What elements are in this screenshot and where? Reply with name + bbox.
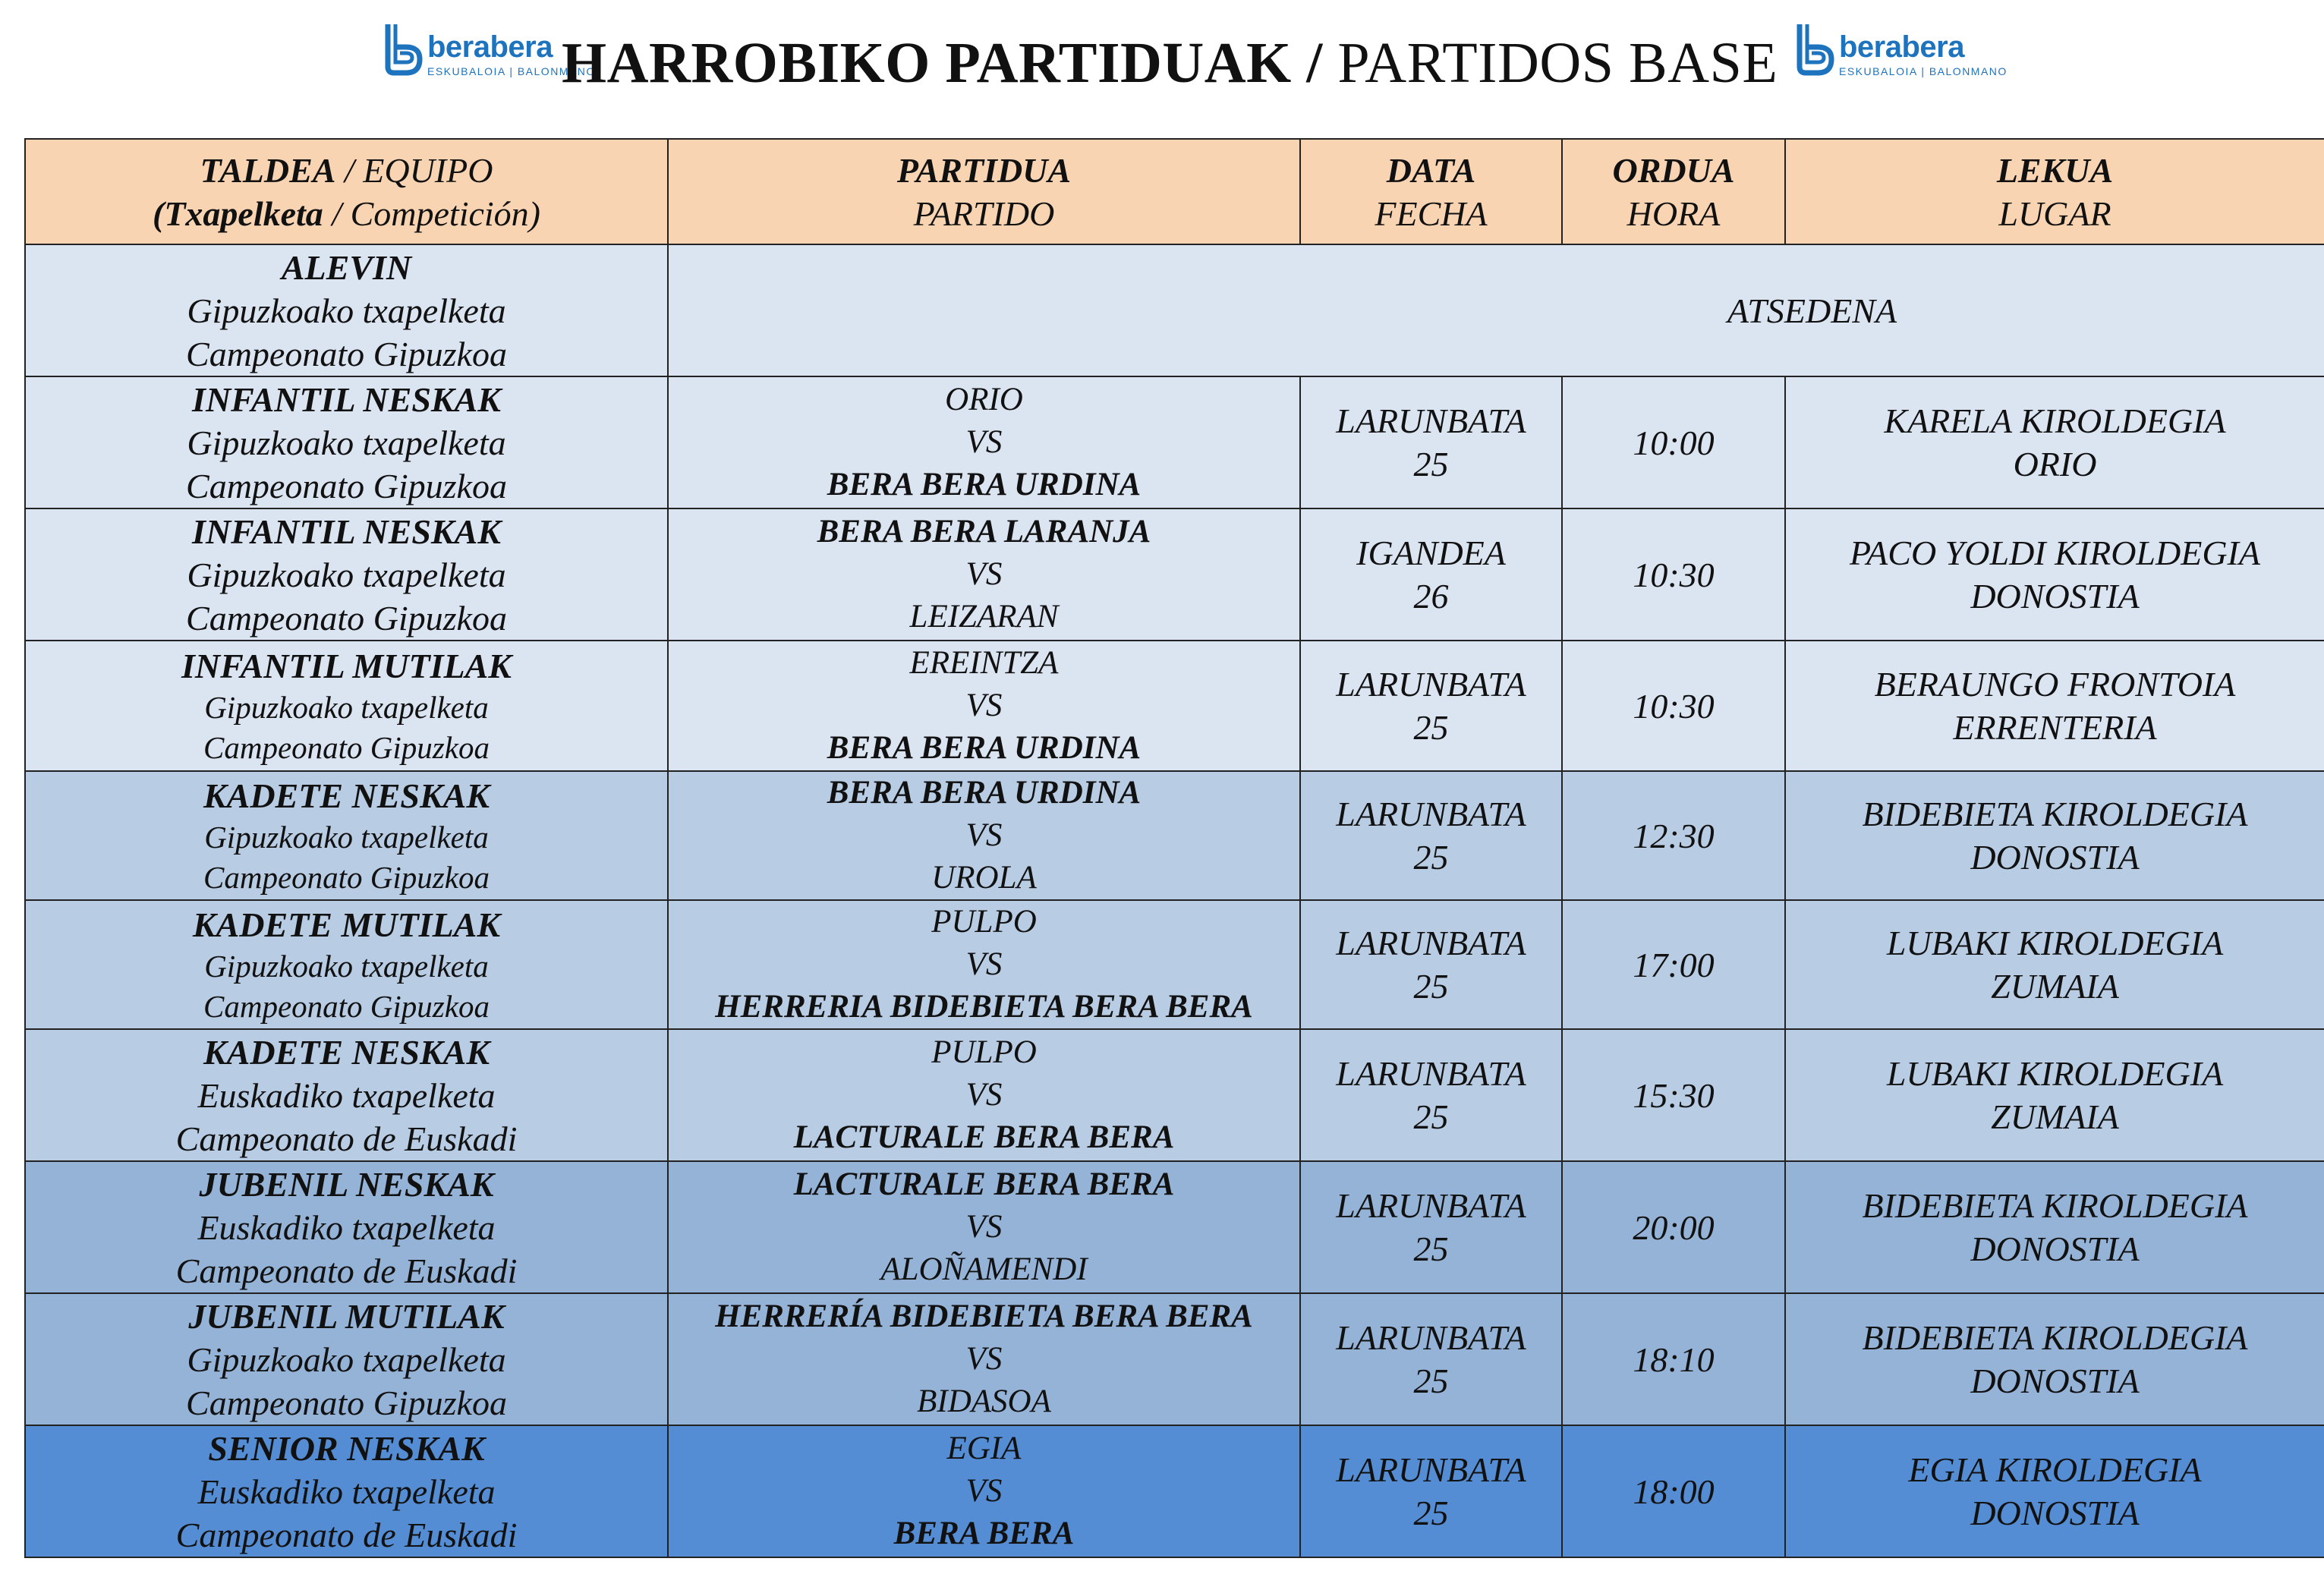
date-cell: IGANDEA 26 xyxy=(1300,508,1562,641)
team-cell: ALEVIN Gipuzkoako txapelketa Campeonato Gipuzkoa xyxy=(25,244,668,376)
match-cell: HERRERÍA BIDEBIETA BERA BERA VS BIDASOA xyxy=(668,1293,1300,1425)
team-cell: KADETE MUTILAK Gipuzkoako txapelketa Campeonato Gipuzkoa xyxy=(25,900,668,1029)
team-cell: KADETE NESKAK Euskadiko txapelketa Campeonato de Euskadi xyxy=(25,1029,668,1161)
table-row xyxy=(25,1425,2324,1557)
time-cell: 10:00 xyxy=(1562,376,1785,508)
date-cell: LARUNBATA 25 xyxy=(1300,771,1562,900)
date-cell: LARUNBATA 25 xyxy=(1300,1029,1562,1161)
team-cell: JUBENIL MUTILAK Gipuzkoako txapelketa Campeonato Gipuzkoa xyxy=(25,1293,668,1425)
team-cell: INFANTIL NESKAK Gipuzkoako txapelketa Campeonato Gipuzkoa xyxy=(25,376,668,508)
column-header-team: TALDEA / EQUIPO (Txapelketa / Competición) xyxy=(25,139,668,244)
berabera-logo-left xyxy=(383,21,596,85)
date-cell: LARUNBATA 25 xyxy=(1300,1293,1562,1425)
table-row xyxy=(25,1029,2324,1161)
table-row xyxy=(25,641,2324,771)
time-cell: 10:30 xyxy=(1562,641,1785,771)
time-cell: 18:10 xyxy=(1562,1293,1785,1425)
match-cell: BERA BERA LARANJA VS LEIZARAN xyxy=(668,508,1300,641)
column-header-match: PARTIDUA PARTIDO xyxy=(668,139,1300,244)
table-row xyxy=(25,244,2324,376)
place-cell: BIDEBIETA KIROLDEGIA DONOSTIA xyxy=(1785,1293,2324,1425)
date-cell: LARUNBATA 25 xyxy=(1300,1425,1562,1557)
logo-wordmark: berabera xyxy=(1839,30,1964,64)
date-cell: LARUNBATA 25 xyxy=(1300,641,1562,771)
table-row xyxy=(25,1293,2324,1425)
time-cell: 20:00 xyxy=(1562,1161,1785,1293)
team-cell: KADETE NESKAK Gipuzkoako txapelketa Campeonato Gipuzkoa xyxy=(25,771,668,900)
team-cell: JUBENIL NESKAK Euskadiko txapelketa Campeonato de Euskadi xyxy=(25,1161,668,1293)
title-spanish: PARTIDOS BASE xyxy=(1322,31,1778,95)
title-basque: HARROBIKO PARTIDUAK / xyxy=(562,31,1323,95)
column-header-date: DATA FECHA xyxy=(1300,139,1562,244)
match-cell: PULPO VS LACTURALE BERA BERA xyxy=(668,1029,1300,1161)
match-cell: PULPO VS HERRERIA BIDEBIETA BERA BERA xyxy=(668,900,1300,1029)
place-cell: LUBAKI KIROLDEGIA ZUMAIA xyxy=(1785,900,2324,1029)
table-header-row xyxy=(25,139,2324,244)
berabera-logo-icon xyxy=(383,21,424,76)
match-cell: BERA BERA URDINA VS UROLA xyxy=(668,771,1300,900)
team-cell: SENIOR NESKAK Euskadiko txapelketa Campeonato de Euskadi xyxy=(25,1425,668,1557)
table-row xyxy=(25,508,2324,641)
place-cell: BIDEBIETA KIROLDEGIA DONOSTIA xyxy=(1785,1161,2324,1293)
berabera-logo-icon xyxy=(1795,21,1836,76)
date-cell: LARUNBATA 25 xyxy=(1300,900,1562,1029)
place-cell: LUBAKI KIROLDEGIA ZUMAIA xyxy=(1785,1029,2324,1161)
time-cell: 12:30 xyxy=(1562,771,1785,900)
date-cell: LARUNBATA 25 xyxy=(1300,376,1562,508)
table-row xyxy=(25,771,2324,900)
time-cell: 18:00 xyxy=(1562,1425,1785,1557)
table-row xyxy=(25,376,2324,508)
team-cell: INFANTIL MUTILAK Gipuzkoako txapelketa Campeonato Gipuzkoa xyxy=(25,641,668,771)
match-cell: EGIA VS BERA BERA xyxy=(668,1425,1300,1557)
match-cell xyxy=(668,244,1300,376)
logo-tagline: ESKUBALOIA | BALONMANO xyxy=(427,65,596,77)
place-cell: KARELA KIROLDEGIA ORIO xyxy=(1785,376,2324,508)
schedule-table xyxy=(24,138,2324,1558)
match-cell: ORIO VS BERA BERA URDINA xyxy=(668,376,1300,508)
berabera-logo-right xyxy=(1795,21,2008,85)
time-cell: 10:30 xyxy=(1562,508,1785,641)
page-title xyxy=(562,29,1778,97)
place-cell: BIDEBIETA KIROLDEGIA DONOSTIA xyxy=(1785,771,2324,900)
team-cell: INFANTIL NESKAK Gipuzkoako txapelketa Campeonato Gipuzkoa xyxy=(25,508,668,641)
table-row xyxy=(25,900,2324,1029)
rest-cell: ATSEDENA xyxy=(1300,244,2324,376)
match-cell: LACTURALE BERA BERA VS ALOÑAMENDI xyxy=(668,1161,1300,1293)
column-header-time: ORDUA HORA xyxy=(1562,139,1785,244)
place-cell: PACO YOLDI KIROLDEGIA DONOSTIA xyxy=(1785,508,2324,641)
page-header xyxy=(0,0,2324,137)
date-cell: LARUNBATA 25 xyxy=(1300,1161,1562,1293)
logo-tagline: ESKUBALOIA | BALONMANO xyxy=(1839,65,2008,77)
match-cell: EREINTZA VS BERA BERA URDINA xyxy=(668,641,1300,771)
logo-wordmark: berabera xyxy=(427,30,553,64)
place-cell: BERAUNGO FRONTOIA ERRENTERIA xyxy=(1785,641,2324,771)
place-cell: EGIA KIROLDEGIA DONOSTIA xyxy=(1785,1425,2324,1557)
table-row xyxy=(25,1161,2324,1293)
column-header-place: LEKUA LUGAR xyxy=(1785,139,2324,244)
time-cell: 15:30 xyxy=(1562,1029,1785,1161)
time-cell: 17:00 xyxy=(1562,900,1785,1029)
